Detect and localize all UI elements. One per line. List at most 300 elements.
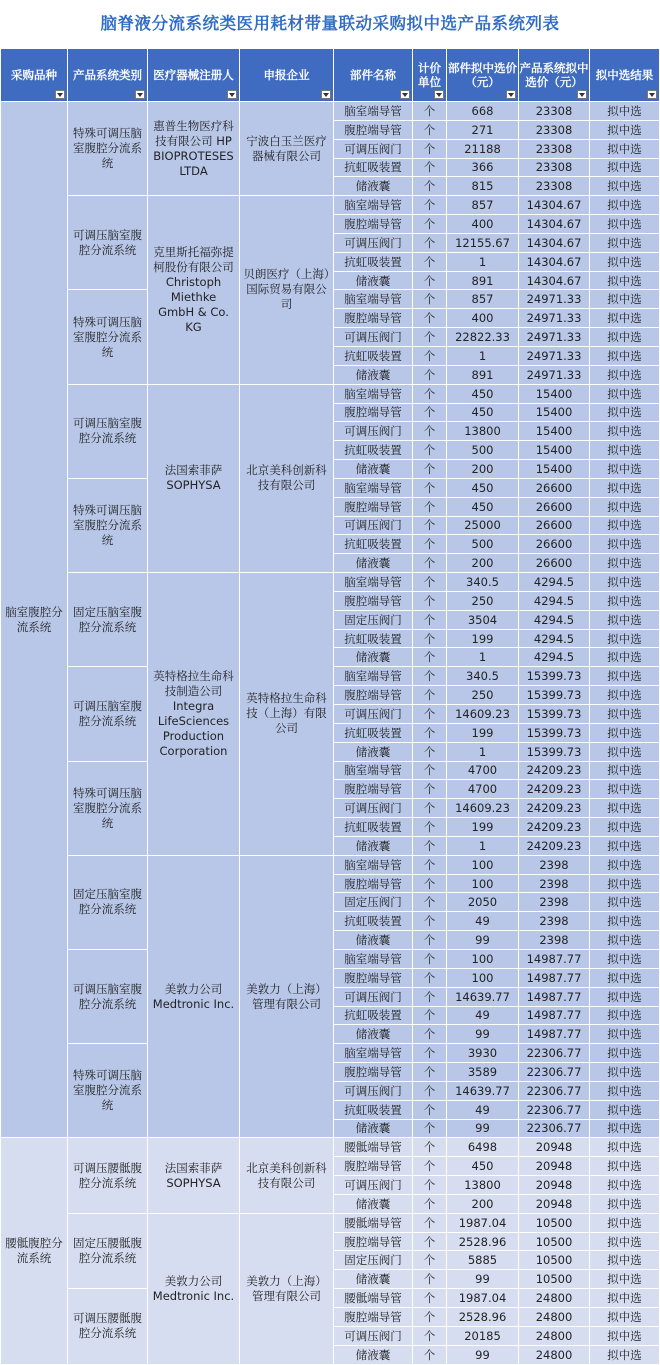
part-price-cell: 1 — [447, 742, 519, 761]
part-name-cell: 脑室端导管 — [334, 290, 413, 309]
result-cell: 拟中选 — [590, 1063, 660, 1082]
part-price-cell: 1987.04 — [447, 1289, 519, 1308]
part-price-cell: 668 — [447, 102, 519, 121]
result-cell: 拟中选 — [590, 1100, 660, 1119]
table-row — [1, 855, 660, 874]
result-cell: 拟中选 — [590, 1138, 660, 1157]
system-price-cell: 14304.67 — [519, 271, 590, 290]
unit-cell: 个 — [413, 893, 447, 912]
unit-cell: 个 — [413, 120, 447, 139]
result-cell: 拟中选 — [590, 196, 660, 215]
result-cell: 拟中选 — [590, 573, 660, 592]
part-price-cell: 14639.77 — [447, 1081, 519, 1100]
unit-cell: 个 — [413, 686, 447, 705]
system-price-cell: 24800 — [519, 1345, 590, 1364]
system-price-cell: 14304.67 — [519, 215, 590, 234]
result-cell: 拟中选 — [590, 271, 660, 290]
part-name-cell: 抗虹吸装置 — [334, 158, 413, 177]
system-price-cell: 24800 — [519, 1308, 590, 1327]
result-cell: 拟中选 — [590, 780, 660, 799]
unit-cell: 个 — [413, 912, 447, 931]
filter-dropdown-icon[interactable] — [400, 90, 410, 99]
part-name-cell: 脑室端导管 — [334, 1044, 413, 1063]
part-name-cell: 储液囊 — [334, 1270, 413, 1289]
part-name-cell: 抗虹吸装置 — [334, 723, 413, 742]
system-price-cell: 26600 — [519, 497, 590, 516]
unit-cell: 个 — [413, 403, 447, 422]
system-price-cell: 22306.77 — [519, 1044, 590, 1063]
system-price-cell: 20948 — [519, 1176, 590, 1195]
system-price-cell: 2398 — [519, 912, 590, 931]
part-price-cell: 1987.04 — [447, 1213, 519, 1232]
system-price-cell: 23308 — [519, 139, 590, 158]
part-name-cell: 储液囊 — [334, 1119, 413, 1138]
part-name-cell: 储液囊 — [334, 1345, 413, 1364]
result-cell: 拟中选 — [590, 478, 660, 497]
result-cell: 拟中选 — [590, 535, 660, 554]
col-header-enterprise[interactable]: 申报企业 — [240, 49, 334, 102]
result-cell: 拟中选 — [590, 441, 660, 460]
part-price-cell: 450 — [447, 384, 519, 403]
table-row — [1, 1138, 660, 1157]
unit-cell: 个 — [413, 1100, 447, 1119]
part-price-cell: 500 — [447, 441, 519, 460]
unit-cell: 个 — [413, 1119, 447, 1138]
system-price-cell: 4294.5 — [519, 610, 590, 629]
part-name-cell: 可调压阀门 — [334, 139, 413, 158]
system-price-cell: 2398 — [519, 855, 590, 874]
part-name-cell: 腹腔端导管 — [334, 780, 413, 799]
part-name-cell: 储液囊 — [334, 931, 413, 950]
part-price-cell: 450 — [447, 478, 519, 497]
part-price-cell: 815 — [447, 177, 519, 196]
unit-cell: 个 — [413, 158, 447, 177]
part-price-cell: 450 — [447, 403, 519, 422]
part-name-cell: 储液囊 — [334, 460, 413, 479]
result-cell: 拟中选 — [590, 610, 660, 629]
unit-cell: 个 — [413, 384, 447, 403]
table-row — [1, 196, 660, 215]
part-name-cell: 固定压阀门 — [334, 1251, 413, 1270]
part-name-cell: 抗虹吸装置 — [334, 1006, 413, 1025]
result-cell: 拟中选 — [590, 667, 660, 686]
result-cell: 拟中选 — [590, 1025, 660, 1044]
part-price-cell: 99 — [447, 1270, 519, 1289]
part-name-cell: 抗虹吸装置 — [334, 912, 413, 931]
unit-cell: 个 — [413, 290, 447, 309]
unit-cell: 个 — [413, 836, 447, 855]
filter-dropdown-icon[interactable] — [434, 90, 444, 99]
part-name-cell: 储液囊 — [334, 365, 413, 384]
result-cell: 拟中选 — [590, 1345, 660, 1364]
result-cell: 拟中选 — [590, 252, 660, 271]
filter-dropdown-icon[interactable] — [55, 90, 65, 99]
part-price-cell: 25000 — [447, 516, 519, 535]
result-cell: 拟中选 — [590, 1081, 660, 1100]
result-cell: 拟中选 — [590, 1213, 660, 1232]
part-name-cell: 抗虹吸装置 — [334, 535, 413, 554]
system-price-cell: 14987.77 — [519, 949, 590, 968]
unit-cell: 个 — [413, 1025, 447, 1044]
unit-cell: 个 — [413, 252, 447, 271]
part-name-cell: 抗虹吸装置 — [334, 346, 413, 365]
result-cell: 拟中选 — [590, 949, 660, 968]
unit-cell: 个 — [413, 723, 447, 742]
unit-cell: 个 — [413, 629, 447, 648]
result-cell: 拟中选 — [590, 422, 660, 441]
system-price-cell: 10500 — [519, 1213, 590, 1232]
part-name-cell: 腹腔端导管 — [334, 1063, 413, 1082]
part-name-cell: 腹腔端导管 — [334, 403, 413, 422]
unit-cell: 个 — [413, 1138, 447, 1157]
part-price-cell: 2528.96 — [447, 1232, 519, 1251]
part-name-cell: 抗虹吸装置 — [334, 818, 413, 837]
part-price-cell: 14609.23 — [447, 799, 519, 818]
system-price-cell: 23308 — [519, 177, 590, 196]
system-price-cell: 4294.5 — [519, 591, 590, 610]
part-price-cell: 500 — [447, 535, 519, 554]
unit-cell: 个 — [413, 441, 447, 460]
part-price-cell: 1 — [447, 252, 519, 271]
part-name-cell: 储液囊 — [334, 742, 413, 761]
system-price-cell: 10500 — [519, 1251, 590, 1270]
result-cell: 拟中选 — [590, 893, 660, 912]
system-price-cell: 15399.73 — [519, 667, 590, 686]
part-name-cell: 可调压阀门 — [334, 1326, 413, 1345]
unit-cell: 个 — [413, 874, 447, 893]
unit-cell: 个 — [413, 233, 447, 252]
unit-cell: 个 — [413, 1232, 447, 1251]
filter-dropdown-icon[interactable] — [506, 90, 516, 99]
enterprise-cell: 北京美科创新科技有限公司 — [240, 384, 334, 572]
part-name-cell: 抗虹吸装置 — [334, 629, 413, 648]
system-price-cell: 10500 — [519, 1270, 590, 1289]
col-header-registrant[interactable]: 医疗器械注册人 — [148, 49, 240, 102]
part-price-cell: 271 — [447, 120, 519, 139]
unit-cell: 个 — [413, 1081, 447, 1100]
system-price-cell: 14304.67 — [519, 233, 590, 252]
system-type-cell: 特殊可调压脑室腹腔分流系统 — [68, 761, 148, 855]
part-price-cell: 199 — [447, 723, 519, 742]
unit-cell: 个 — [413, 215, 447, 234]
system-price-cell: 4294.5 — [519, 629, 590, 648]
unit-cell: 个 — [413, 422, 447, 441]
system-price-cell: 2398 — [519, 893, 590, 912]
col-header-part-name[interactable]: 部件名称 — [334, 49, 413, 102]
part-price-cell: 99 — [447, 1025, 519, 1044]
category-cell: 脑室腹腔分流系统 — [1, 102, 68, 1138]
product-table — [0, 48, 660, 1365]
unit-cell: 个 — [413, 667, 447, 686]
unit-cell: 个 — [413, 346, 447, 365]
system-price-cell: 24209.23 — [519, 818, 590, 837]
unit-cell: 个 — [413, 516, 447, 535]
unit-cell: 个 — [413, 799, 447, 818]
part-name-cell: 腹腔端导管 — [334, 497, 413, 516]
result-cell: 拟中选 — [590, 874, 660, 893]
system-price-cell: 22306.77 — [519, 1100, 590, 1119]
unit-cell: 个 — [413, 535, 447, 554]
system-price-cell: 2398 — [519, 931, 590, 950]
part-price-cell: 49 — [447, 1100, 519, 1119]
part-price-cell: 3930 — [447, 1044, 519, 1063]
system-type-cell: 可调压腰骶腹腔分流系统 — [68, 1138, 148, 1213]
system-price-cell: 24800 — [519, 1289, 590, 1308]
unit-cell: 个 — [413, 1194, 447, 1213]
part-name-cell: 脑室端导管 — [334, 196, 413, 215]
system-price-cell: 20948 — [519, 1157, 590, 1176]
system-price-cell: 24971.33 — [519, 365, 590, 384]
result-cell: 拟中选 — [590, 1326, 660, 1345]
system-type-cell: 可调压脑室腹腔分流系统 — [68, 384, 148, 478]
result-cell: 拟中选 — [590, 1006, 660, 1025]
registrant-cell: 英特格拉生命科技制造公司 Integra LifeSciences Production Corporation — [148, 573, 240, 856]
unit-cell: 个 — [413, 591, 447, 610]
unit-cell: 个 — [413, 1289, 447, 1308]
part-name-cell: 抗虹吸装置 — [334, 441, 413, 460]
part-price-cell: 891 — [447, 365, 519, 384]
part-price-cell: 12155.67 — [447, 233, 519, 252]
result-cell: 拟中选 — [590, 365, 660, 384]
unit-cell: 个 — [413, 968, 447, 987]
enterprise-cell: 美敦力（上海）管理有限公司 — [240, 1213, 334, 1364]
result-cell: 拟中选 — [590, 120, 660, 139]
unit-cell: 个 — [413, 1251, 447, 1270]
filter-dropdown-icon[interactable] — [321, 90, 331, 99]
part-price-cell: 6498 — [447, 1138, 519, 1157]
col-header-category[interactable]: 采购品种 — [1, 49, 68, 102]
page-title: 脑脊液分流系统类医用耗材带量联动采购拟中选产品系统列表 — [100, 14, 560, 33]
system-type-cell: 特殊可调压脑室腹腔分流系统 — [68, 478, 148, 572]
unit-cell: 个 — [413, 931, 447, 950]
result-cell: 拟中选 — [590, 328, 660, 347]
table-row — [1, 1213, 660, 1232]
enterprise-cell: 贝朗医疗（上海）国际贸易有限公司 — [240, 196, 334, 384]
system-price-cell: 15399.73 — [519, 723, 590, 742]
system-price-cell: 20948 — [519, 1194, 590, 1213]
unit-cell: 个 — [413, 1308, 447, 1327]
result-cell: 拟中选 — [590, 139, 660, 158]
part-name-cell: 脑室端导管 — [334, 384, 413, 403]
part-price-cell: 1 — [447, 648, 519, 667]
filter-dropdown-icon[interactable] — [227, 90, 237, 99]
part-price-cell: 20185 — [447, 1326, 519, 1345]
col-header-system-price[interactable]: 产品系统拟中选价（元） — [519, 49, 590, 102]
system-price-cell: 20948 — [519, 1138, 590, 1157]
part-price-cell: 857 — [447, 290, 519, 309]
part-name-cell: 可调压阀门 — [334, 422, 413, 441]
result-cell: 拟中选 — [590, 818, 660, 837]
registrant-cell: 惠普生物医疗科技有限公司 HP BIOPROTESES LTDA — [148, 102, 240, 196]
unit-cell: 个 — [413, 365, 447, 384]
part-name-cell: 可调压阀门 — [334, 705, 413, 724]
part-price-cell: 99 — [447, 1119, 519, 1138]
result-cell: 拟中选 — [590, 931, 660, 950]
enterprise-cell: 美敦力（上海）管理有限公司 — [240, 855, 334, 1138]
part-name-cell: 可调压阀门 — [334, 328, 413, 347]
part-price-cell: 250 — [447, 591, 519, 610]
system-type-cell: 特殊可调压脑室腹腔分流系统 — [68, 290, 148, 384]
system-price-cell: 10500 — [519, 1232, 590, 1251]
part-price-cell: 340.5 — [447, 667, 519, 686]
part-name-cell: 可调压阀门 — [334, 987, 413, 1006]
result-cell: 拟中选 — [590, 855, 660, 874]
unit-cell: 个 — [413, 1213, 447, 1232]
unit-cell: 个 — [413, 497, 447, 516]
result-cell: 拟中选 — [590, 629, 660, 648]
part-name-cell: 腹腔端导管 — [334, 968, 413, 987]
system-price-cell: 15400 — [519, 422, 590, 441]
part-price-cell: 2528.96 — [447, 1308, 519, 1327]
system-type-cell: 可调压腰骶腹腔分流系统 — [68, 1289, 148, 1364]
part-price-cell: 199 — [447, 818, 519, 837]
system-price-cell: 24971.33 — [519, 290, 590, 309]
enterprise-cell: 北京美科创新科技有限公司 — [240, 1138, 334, 1213]
part-price-cell: 200 — [447, 1194, 519, 1213]
part-price-cell: 100 — [447, 855, 519, 874]
part-name-cell: 腹腔端导管 — [334, 215, 413, 234]
part-name-cell: 可调压阀门 — [334, 799, 413, 818]
filter-dropdown-icon[interactable] — [135, 90, 145, 99]
result-cell: 拟中选 — [590, 1044, 660, 1063]
table-row — [1, 384, 660, 403]
enterprise-cell: 英特格拉生命科技（上海）有限公司 — [240, 573, 334, 856]
result-cell: 拟中选 — [590, 516, 660, 535]
result-cell: 拟中选 — [590, 1119, 660, 1138]
system-price-cell: 14987.77 — [519, 987, 590, 1006]
unit-cell: 个 — [413, 1044, 447, 1063]
part-price-cell: 99 — [447, 1345, 519, 1364]
part-price-cell: 4700 — [447, 761, 519, 780]
system-price-cell: 4294.5 — [519, 648, 590, 667]
part-name-cell: 可调压阀门 — [334, 1081, 413, 1100]
unit-cell: 个 — [413, 573, 447, 592]
part-price-cell: 450 — [447, 1157, 519, 1176]
result-cell: 拟中选 — [590, 987, 660, 1006]
unit-cell: 个 — [413, 309, 447, 328]
unit-cell: 个 — [413, 1270, 447, 1289]
result-cell: 拟中选 — [590, 1194, 660, 1213]
result-cell: 拟中选 — [590, 290, 660, 309]
result-cell: 拟中选 — [590, 742, 660, 761]
unit-cell: 个 — [413, 949, 447, 968]
result-cell: 拟中选 — [590, 705, 660, 724]
part-name-cell: 脑室端导管 — [334, 667, 413, 686]
part-price-cell: 366 — [447, 158, 519, 177]
part-price-cell: 2050 — [447, 893, 519, 912]
part-price-cell: 13800 — [447, 422, 519, 441]
registrant-cell: 法国索菲萨 SOPHYSA — [148, 384, 240, 572]
system-price-cell: 23308 — [519, 158, 590, 177]
part-price-cell: 1 — [447, 836, 519, 855]
unit-cell: 个 — [413, 1326, 447, 1345]
part-name-cell: 腰骶端导管 — [334, 1138, 413, 1157]
part-name-cell: 抗虹吸装置 — [334, 252, 413, 271]
result-cell: 拟中选 — [590, 968, 660, 987]
registrant-cell: 美敦力公司 Medtronic Inc. — [148, 1213, 240, 1364]
part-name-cell: 脑室端导管 — [334, 949, 413, 968]
part-price-cell: 199 — [447, 629, 519, 648]
result-cell: 拟中选 — [590, 1157, 660, 1176]
enterprise-cell: 宁波白玉兰医疗器械有限公司 — [240, 102, 334, 196]
system-price-cell: 15400 — [519, 441, 590, 460]
table-row — [1, 102, 660, 121]
system-price-cell: 23308 — [519, 120, 590, 139]
part-price-cell: 891 — [447, 271, 519, 290]
part-name-cell: 储液囊 — [334, 271, 413, 290]
result-cell: 拟中选 — [590, 1308, 660, 1327]
part-price-cell: 100 — [447, 874, 519, 893]
col-header-result[interactable]: 拟中选结果 — [590, 49, 660, 102]
registrant-cell: 克里斯托福弥提柯股份有限公司 Christoph Miethke GmbH & Co. KG — [148, 196, 240, 384]
unit-cell: 个 — [413, 610, 447, 629]
system-type-cell: 可调压脑室腹腔分流系统 — [68, 949, 148, 1043]
registrant-cell: 法国索菲萨 SOPHYSA — [148, 1138, 240, 1213]
unit-cell: 个 — [413, 177, 447, 196]
system-price-cell: 24971.33 — [519, 309, 590, 328]
result-cell: 拟中选 — [590, 497, 660, 516]
part-name-cell: 储液囊 — [334, 177, 413, 196]
part-name-cell: 可调压阀门 — [334, 233, 413, 252]
col-header-system-type[interactable]: 产品系统类别 — [68, 49, 148, 102]
system-price-cell: 14987.77 — [519, 1006, 590, 1025]
system-price-cell: 15399.73 — [519, 686, 590, 705]
header-row — [1, 49, 660, 102]
system-type-cell: 固定压脑室腹腔分流系统 — [68, 855, 148, 949]
part-name-cell: 储液囊 — [334, 648, 413, 667]
col-header-part-price[interactable]: 部件拟中选价（元） — [447, 49, 519, 102]
unit-cell: 个 — [413, 139, 447, 158]
unit-cell: 个 — [413, 102, 447, 121]
part-name-cell: 腹腔端导管 — [334, 1308, 413, 1327]
system-price-cell: 24209.23 — [519, 836, 590, 855]
filter-dropdown-icon[interactable] — [577, 90, 587, 99]
part-price-cell: 200 — [447, 460, 519, 479]
part-name-cell: 可调压阀门 — [334, 1176, 413, 1195]
unit-cell: 个 — [413, 855, 447, 874]
result-cell: 拟中选 — [590, 912, 660, 931]
part-name-cell: 腹腔端导管 — [334, 874, 413, 893]
system-type-cell: 固定压腰骶腹腔分流系统 — [68, 1213, 148, 1288]
part-price-cell: 1 — [447, 346, 519, 365]
result-cell: 拟中选 — [590, 1289, 660, 1308]
category-cell: 腰骶腹腔分流系统 — [1, 1138, 68, 1364]
part-price-cell: 3589 — [447, 1063, 519, 1082]
system-price-cell: 15399.73 — [519, 742, 590, 761]
table-body — [1, 102, 660, 1365]
result-cell: 拟中选 — [590, 836, 660, 855]
system-price-cell: 24971.33 — [519, 328, 590, 347]
result-cell: 拟中选 — [590, 460, 660, 479]
part-name-cell: 腹腔端导管 — [334, 309, 413, 328]
part-name-cell: 腹腔端导管 — [334, 1232, 413, 1251]
result-cell: 拟中选 — [590, 761, 660, 780]
result-cell: 拟中选 — [590, 1176, 660, 1195]
col-header-unit[interactable]: 计价单位 — [413, 49, 447, 102]
system-price-cell: 15399.73 — [519, 705, 590, 724]
result-cell: 拟中选 — [590, 799, 660, 818]
result-cell: 拟中选 — [590, 233, 660, 252]
unit-cell: 个 — [413, 742, 447, 761]
filter-dropdown-icon[interactable] — [647, 90, 657, 99]
part-name-cell: 脑室端导管 — [334, 478, 413, 497]
system-price-cell: 26600 — [519, 554, 590, 573]
system-price-cell: 24209.23 — [519, 761, 590, 780]
result-cell: 拟中选 — [590, 309, 660, 328]
result-cell: 拟中选 — [590, 554, 660, 573]
part-name-cell: 脑室端导管 — [334, 761, 413, 780]
part-price-cell: 49 — [447, 1006, 519, 1025]
